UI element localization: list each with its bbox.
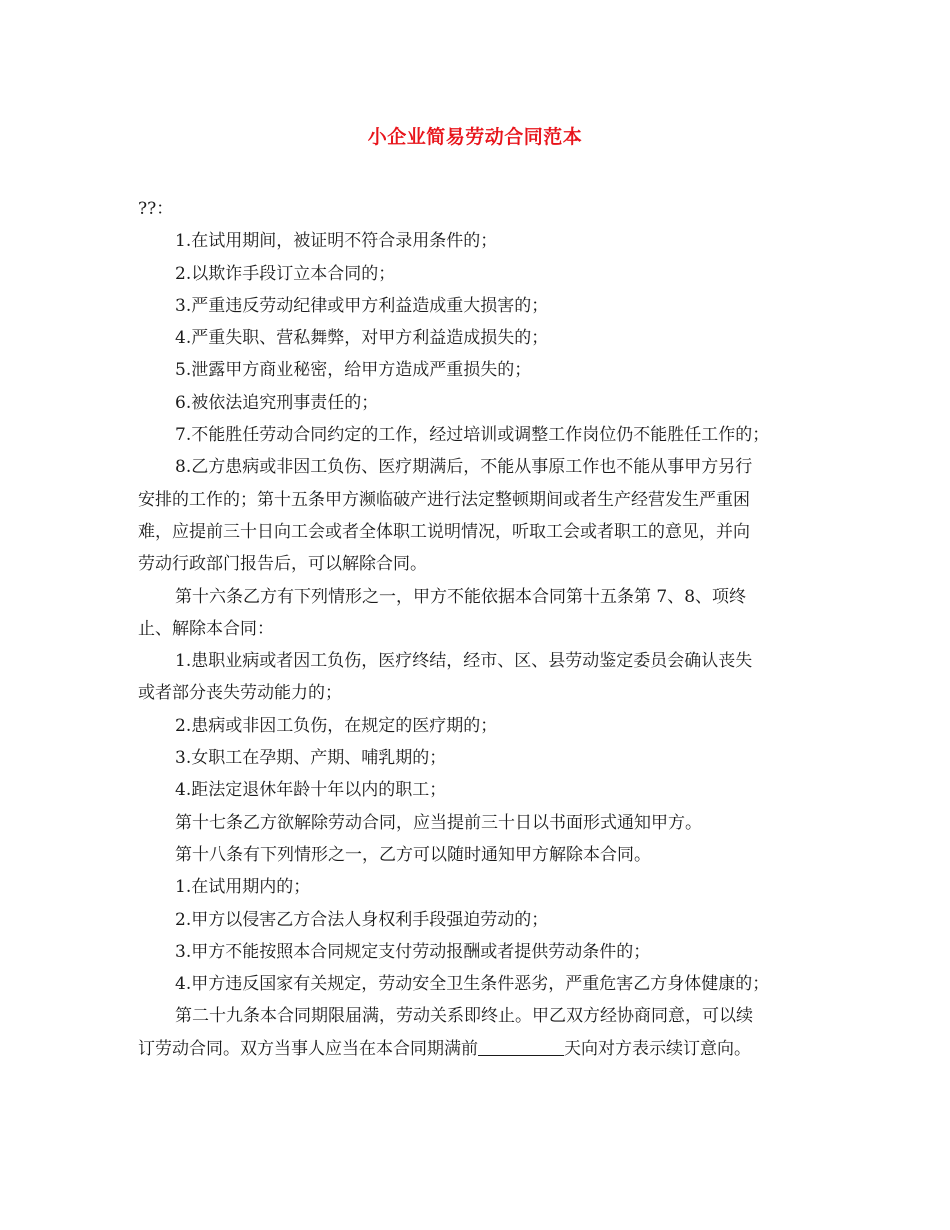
- text-line: 安排的工作的；第十五条甲方濒临破产进行法定整顿期间或者生产经营发生严重困: [138, 489, 750, 510]
- document-title: 小企业简易劳动合同范本: [367, 126, 583, 148]
- text-line: [138, 1033, 818, 1065]
- text-line: 3.甲方不能按照本合同规定支付劳动报酬或者提供劳动条件的；: [175, 941, 651, 962]
- text-line: 第十六条乙方有下列情形之一，甲方不能依据本合同第十五条第 7、8、项终: [175, 586, 747, 607]
- text-line: 止、解除本合同：: [138, 618, 274, 639]
- text-line: 2.以欺诈手段订立本合同的；: [175, 263, 396, 284]
- text-line: 3.严重违反劳动纪律或甲方利益造成重大损害的；: [175, 295, 549, 316]
- text-line: 4.距法定退休年龄十年以内的职工；: [175, 780, 447, 801]
- text-line: 6.被依法追究刑事责任的；: [175, 392, 379, 413]
- document-body: [138, 193, 818, 1065]
- text-line: 8.乙方患病或非因工负伤、医疗期满后，不能从事原工作也不能从事甲方另行: [175, 457, 753, 478]
- text-segment: 天向对方表示续订意向。: [564, 1038, 751, 1059]
- fill-in-blank[interactable]: [478, 1038, 564, 1056]
- text-line: 4.甲方违反国家有关规定，劳动安全卫生条件恶劣，严重危害乙方身体健康的；: [175, 974, 770, 995]
- text-line: 1.患职业病或者因工负伤，医疗终结，经市、区、县劳动鉴定委员会确认丧失: [175, 651, 753, 672]
- text-line: 第二十九条本合同期限届满，劳动关系即终止。甲乙双方经协商同意，可以续: [175, 1006, 753, 1027]
- text-segment: 订劳动合同。双方当事人应当在本合同期满前: [138, 1038, 478, 1059]
- text-line: 7.不能胜任劳动合同约定的工作，经过培训或调整工作岗位仍不能胜任工作的；: [175, 425, 770, 446]
- text-line: 1.在试用期间，被证明不符合录用条件的；: [175, 231, 498, 252]
- text-line: 劳动行政部门报告后，可以解除合同。: [138, 554, 427, 575]
- text-line: 1.在试用期内的；: [175, 877, 311, 898]
- text-line: ??：: [138, 199, 174, 219]
- text-line: 难，应提前三十日向工会或者全体职工说明情况，听取工会或者职工的意见，并向: [138, 521, 750, 542]
- text-line: 第十七条乙方欲解除劳动合同，应当提前三十日以书面形式通知甲方。: [175, 812, 702, 833]
- text-line: 2.甲方以侵害乙方合法人身权利手段强迫劳动的；: [175, 909, 549, 930]
- text-line: 2.患病或非因工负伤，在规定的医疗期的；: [175, 715, 498, 736]
- text-line: 第十八条有下列情形之一，乙方可以随时通知甲方解除本合同。: [175, 844, 651, 865]
- text-line: 4.严重失职、营私舞弊，对甲方利益造成损失的；: [175, 328, 549, 349]
- text-line: 或者部分丧失劳动能力的；: [138, 683, 342, 704]
- text-line: 3.女职工在孕期、产期、哺乳期的；: [175, 748, 447, 769]
- text-line: 5.泄露甲方商业秘密，给甲方造成严重损失的；: [175, 360, 532, 381]
